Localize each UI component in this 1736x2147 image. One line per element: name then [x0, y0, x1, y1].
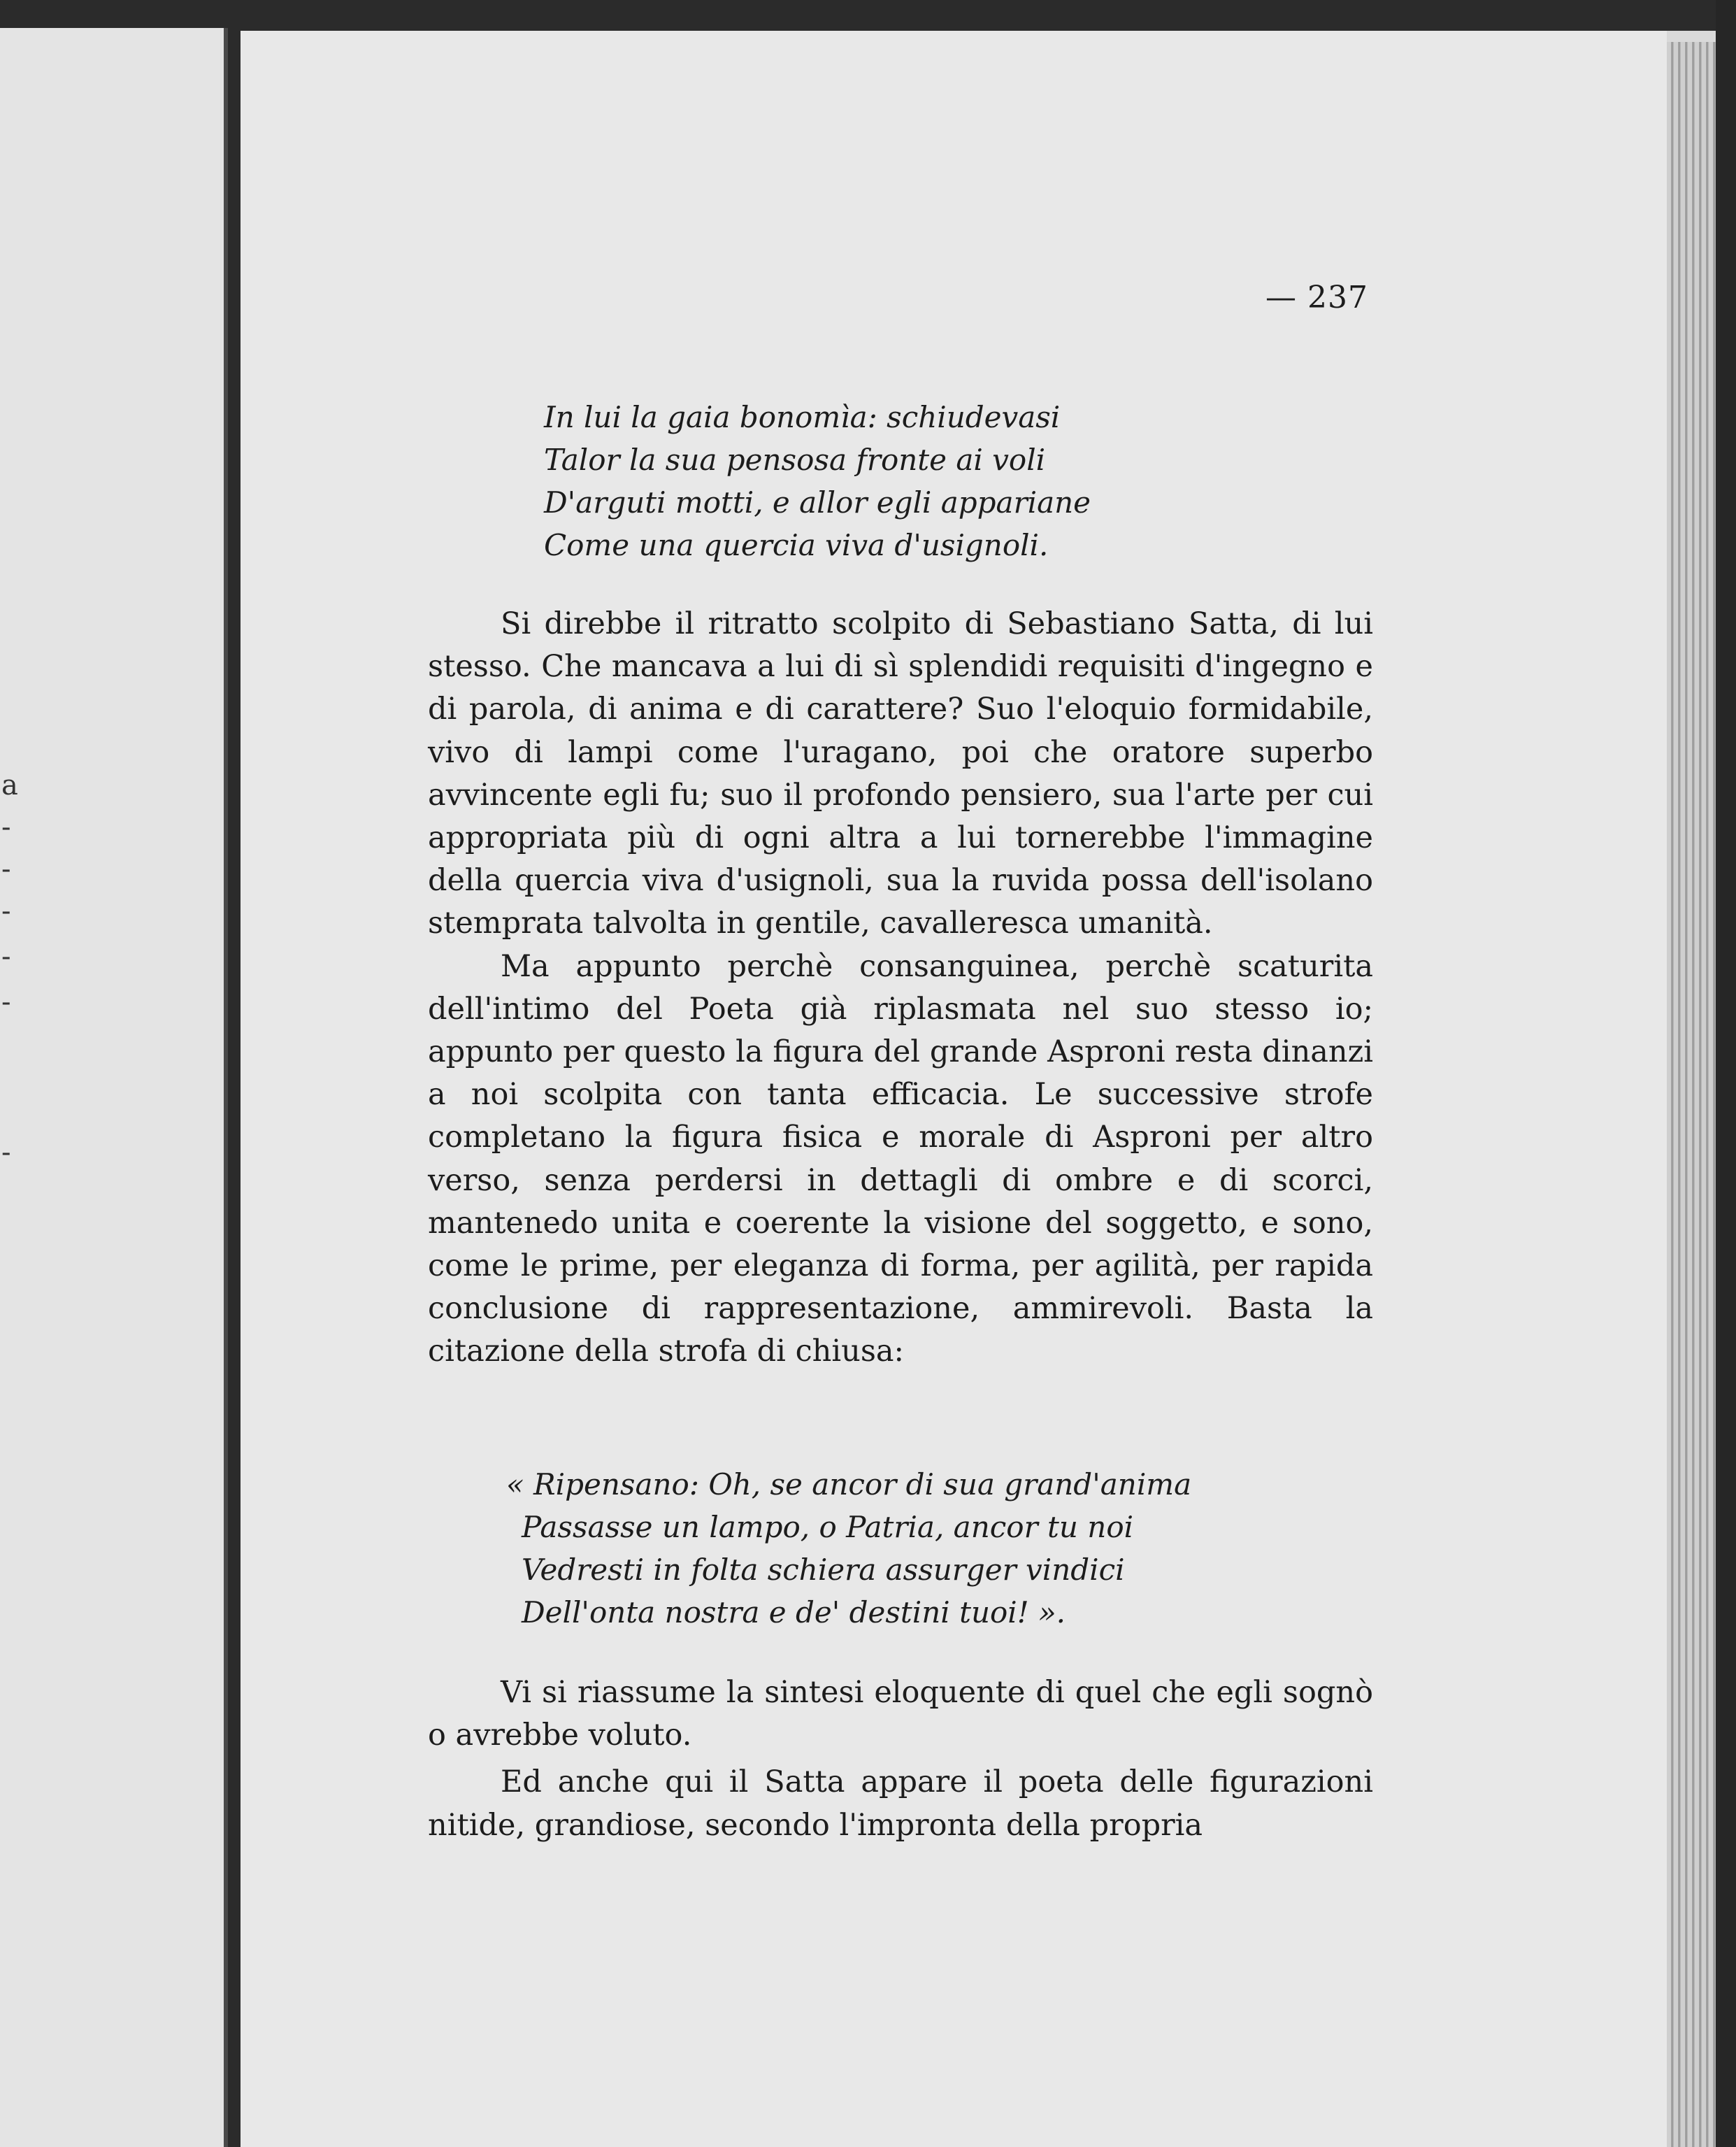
left-page-edge [0, 28, 228, 2147]
left-edge-mark: - [1, 895, 11, 927]
page-stack-edges [1667, 42, 1716, 2147]
prose-section-1 [428, 603, 1373, 1374]
page-number: — 237 [1265, 280, 1368, 315]
paragraph: Vi si riassume la sintesi eloquente di quel che egli sognò o avrebbe voluto. [428, 1675, 1373, 1753]
paragraph: Si direbbe il ritratto scolpito di Sebastiano Satta, di lui stesso. Che mancava a lui di sì splendidi requisiti d'ingegno e di parola, di anima e di carattere? Suo l'eloquio formidabile, vivo di lampi come l'uragano, poi che oratore superbo avvincente egli fu; suo il profondo pensiero, sua l'arte per cui appropriata più di ogni altra a lui tornerebbe l'immagine della quercia viva d'usignoli, sua la ruvida possa dell'isolano stemprata talvolta in gentile, cavalleresca umanità. [428, 606, 1373, 941]
scan-top-border [0, 0, 1736, 31]
verse-line: Come una quercia viva d'usignoli. [544, 528, 1049, 562]
verse-stanza-2 [506, 1463, 1191, 1634]
book-gutter [228, 0, 241, 2147]
left-edge-mark: - [1, 986, 11, 1018]
verse-line: Passasse un lampo, o Patria, ancor tu noi [522, 1510, 1134, 1544]
left-edge-mark: - [1, 853, 11, 885]
verse-stanza-1 [544, 396, 1091, 566]
paragraph: Ma appunto perchè consanguinea, perchè scaturita dell'intimo del Poeta già riplasmata nel suo stesso io; appunto per questo la figura del grande Asproni resta dinanzi a noi scolpita con tanta efficacia. Le successive strofe completano la figura fisica e morale di Asproni per altro verso, senza perdersi in dettagli di ombre e di scorci, mantenedo unita e coerente la visione del soggetto, e sono, come le prime, per eleganza di forma, per agilità, per rapida conclusione di rappresentazione, ammirevoli. Basta la citazione della strofa di chiusa: [428, 948, 1373, 1369]
left-edge-mark: - [1, 941, 11, 973]
paragraph: Ed anche qui il Satta appare il poeta delle figurazioni nitide, grandiose, secondo l'impronta della propria [428, 1764, 1373, 1843]
verse-line: « Ripensano: Oh, se ancor di sua grand'anima [506, 1467, 1192, 1502]
verse-line: D'arguti motti, e allor egli appariane [544, 485, 1091, 520]
verse-line: Talor la sua pensosa fronte ai voli [544, 443, 1046, 477]
scan-right-border [1716, 0, 1736, 2147]
prose-section-2 [428, 1671, 1373, 1847]
verse-line: In lui la gaia bonomìa: schiudevasi [544, 400, 1061, 434]
left-edge-mark: a [1, 769, 18, 801]
left-edge-mark: - [1, 811, 11, 843]
verse-line: Vedresti in folta schiera assurger vindici [522, 1553, 1125, 1587]
left-edge-mark: - [1, 1136, 11, 1169]
verse-line: Dell'onta nostra e de' destini tuoi! ». [522, 1595, 1066, 1629]
